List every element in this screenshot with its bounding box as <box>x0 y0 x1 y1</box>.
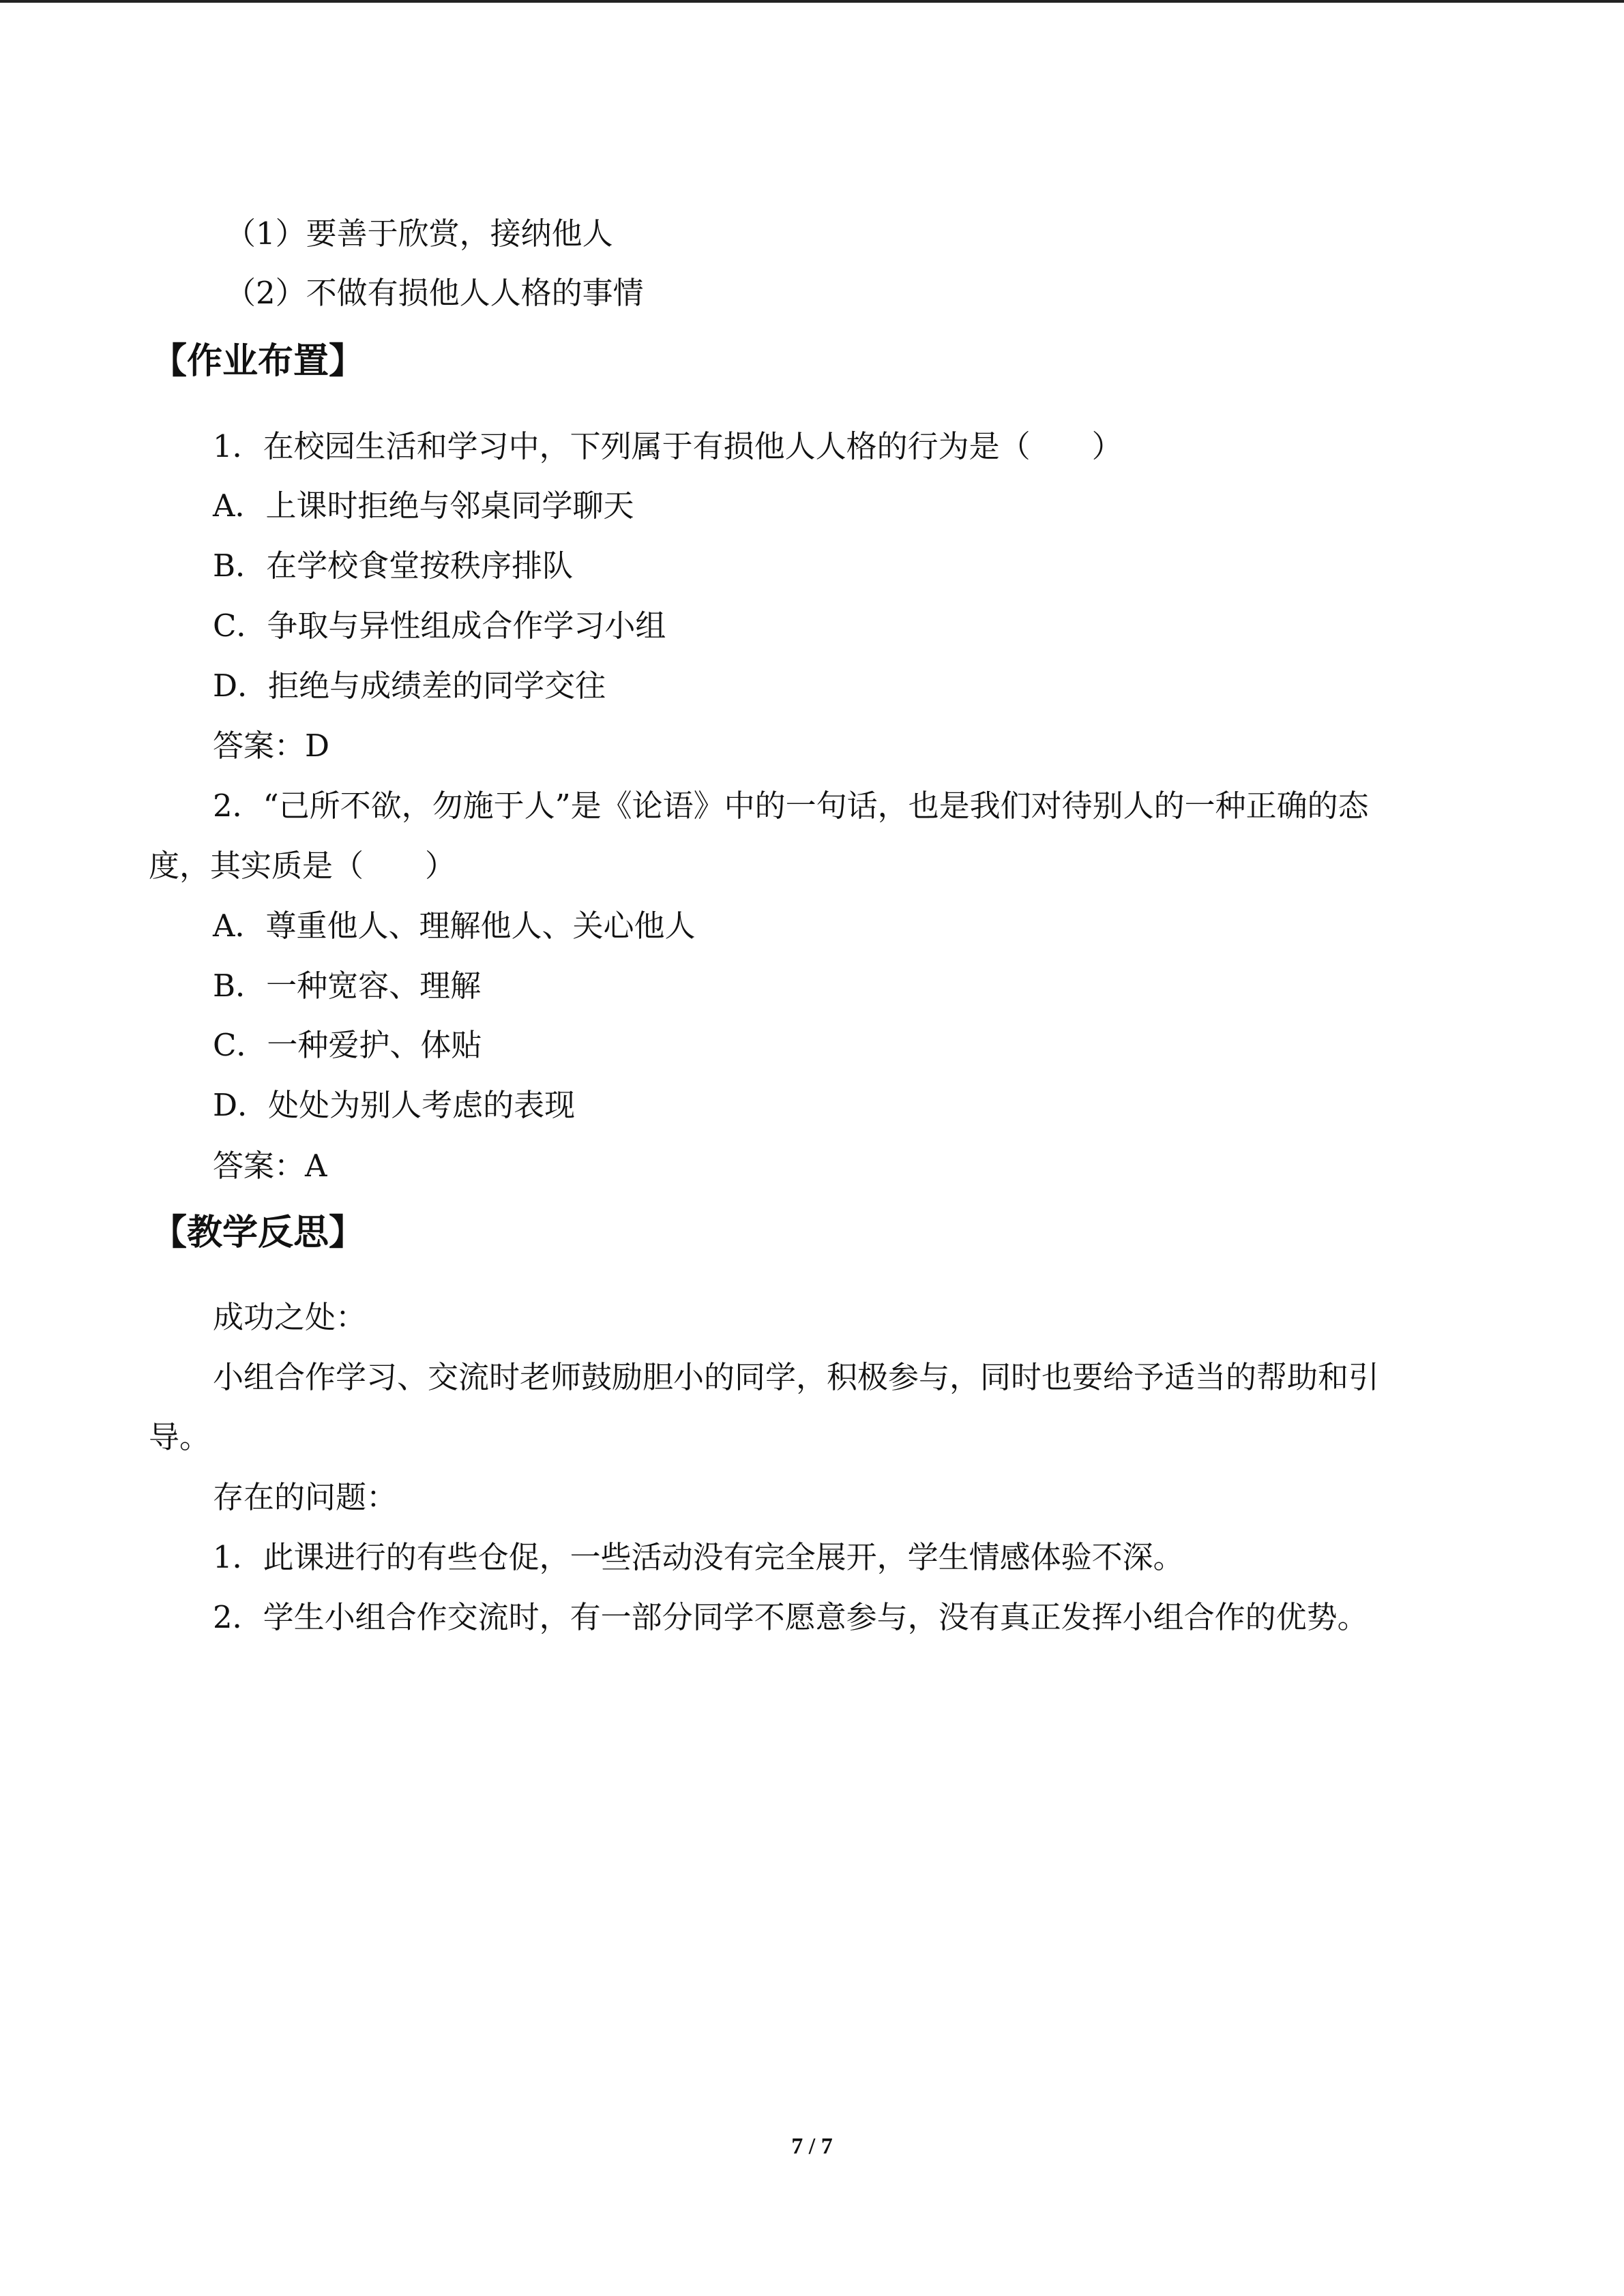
question-2-stem-line-1: 2．“己所不欲，勿施于人”是《论语》中的一句话，也是我们对待别人的一种正确的态 <box>213 788 1369 824</box>
point-2: （2）不做有损他人人格的事情 <box>225 275 644 311</box>
question-1-option-c: C．争取与异性组成合作学习小组 <box>213 608 666 644</box>
success-text-line-2: 导。 <box>149 1419 211 1455</box>
problems-label: 存在的问题： <box>213 1479 398 1515</box>
question-1-answer: 答案：D <box>213 728 330 764</box>
question-2-answer: 答案：A <box>213 1148 327 1184</box>
question-1-option-b: B．在学校食堂按秩序排队 <box>213 548 574 584</box>
point-1: （1）要善于欣赏，接纳他人 <box>225 215 613 252</box>
page-number: 7 / 7 <box>791 2134 833 2159</box>
success-text-line-1: 小组合作学习、交流时老师鼓励胆小的同学，积极参与，同时也要给予适当的帮助和引 <box>213 1359 1380 1395</box>
question-1-stem: 1．在校园生活和学习中，下列属于有损他人人格的行为是（ ） <box>213 428 1123 464</box>
question-2-option-d: D．处处为别人考虑的表现 <box>213 1087 576 1123</box>
question-1-option-d: D．拒绝与成绩差的同学交往 <box>213 668 606 704</box>
question-2-option-c: C．一种爱护、体贴 <box>213 1027 482 1063</box>
success-label: 成功之处： <box>213 1299 367 1335</box>
homework-heading: 【作业布置】 <box>151 341 365 382</box>
question-2-stem-line-2: 度，其实质是（ ） <box>149 848 456 884</box>
problem-2: 2．学生小组合作交流时，有一部分同学不愿意参与，没有真正发挥小组合作的优势。 <box>213 1599 1368 1635</box>
question-2-option-a: A．尊重他人、理解他人、关心他人 <box>213 908 696 944</box>
top-border-rule <box>0 0 1624 3</box>
question-1-option-a: A．上课时拒绝与邻桌同学聊天 <box>213 488 634 524</box>
problem-1: 1．此课进行的有些仓促，一些活动没有完全展开，学生情感体验不深。 <box>213 1539 1184 1575</box>
question-2-option-b: B．一种宽容、理解 <box>213 968 482 1004</box>
reflection-heading: 【教学反思】 <box>151 1212 365 1253</box>
